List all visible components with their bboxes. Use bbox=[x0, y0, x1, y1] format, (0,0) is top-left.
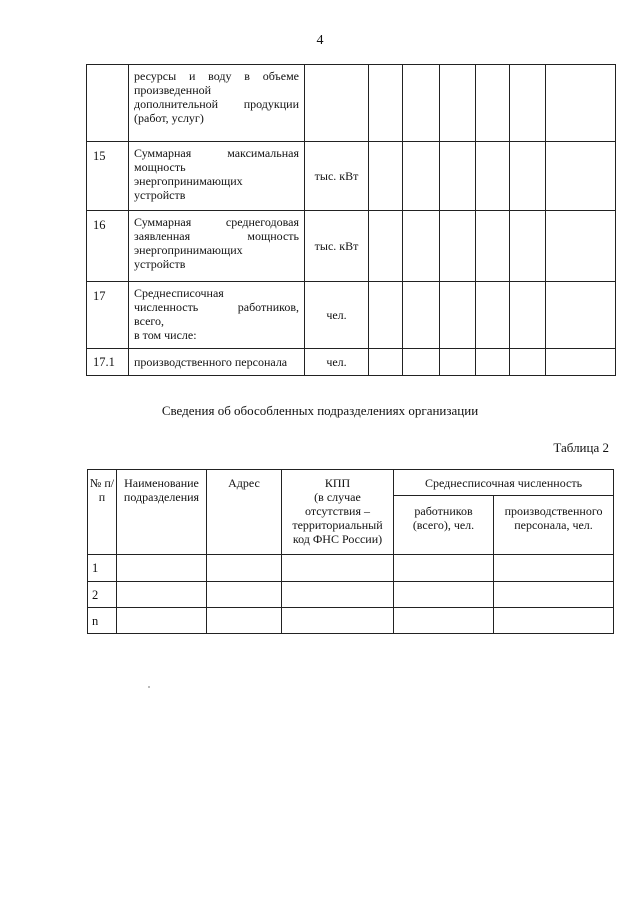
row-number: 17.1 bbox=[87, 349, 129, 376]
empty-cell bbox=[369, 349, 403, 376]
row-unit: тыс. кВт bbox=[305, 142, 369, 211]
row-number: 17 bbox=[87, 282, 129, 349]
empty-cell bbox=[476, 65, 510, 142]
row-unit bbox=[305, 65, 369, 142]
empty-cell bbox=[369, 282, 403, 349]
empty-cell bbox=[440, 65, 476, 142]
empty-cell bbox=[282, 608, 394, 634]
empty-cell bbox=[282, 582, 394, 608]
header-address: Адрес bbox=[207, 470, 282, 555]
header-name: Наименование подразделения bbox=[117, 470, 207, 555]
empty-cell bbox=[510, 349, 546, 376]
header-num: № п/п bbox=[88, 470, 117, 555]
empty-cell bbox=[117, 608, 207, 634]
row-unit: тыс. кВт bbox=[305, 211, 369, 282]
row-number: n bbox=[88, 608, 117, 634]
empty-cell bbox=[403, 211, 440, 282]
table-row bbox=[88, 555, 614, 582]
empty-cell bbox=[369, 142, 403, 211]
table-row bbox=[87, 142, 616, 211]
header-production-staff: производственного персонала, чел. bbox=[494, 496, 614, 555]
row-number: 2 bbox=[88, 582, 117, 608]
page-number: 4 bbox=[316, 33, 324, 48]
empty-cell bbox=[546, 349, 616, 376]
row-name: Суммарная максимальная мощность энергопринимающих устройств bbox=[129, 142, 305, 211]
empty-cell bbox=[476, 142, 510, 211]
header-kpp bbox=[282, 470, 394, 555]
row-number: 16 bbox=[87, 211, 129, 282]
empty-cell bbox=[117, 582, 207, 608]
empty-cell bbox=[510, 142, 546, 211]
empty-cell bbox=[440, 142, 476, 211]
header-kpp-title: КПП bbox=[324, 476, 351, 490]
empty-cell bbox=[403, 65, 440, 142]
row-unit: чел. bbox=[305, 349, 369, 376]
row-name: ресурсы и воду в объеме произведенной дополнительной продукции (работ, услуг) bbox=[129, 65, 305, 142]
scan-speck bbox=[148, 686, 150, 688]
empty-cell bbox=[369, 65, 403, 142]
table-header-row bbox=[88, 470, 614, 496]
table-row bbox=[88, 608, 614, 634]
empty-cell bbox=[546, 211, 616, 282]
empty-cell bbox=[494, 555, 614, 582]
row-name: производственного персонала bbox=[129, 349, 305, 376]
empty-cell bbox=[440, 211, 476, 282]
table-label: Таблица 2 bbox=[553, 440, 609, 455]
row-number bbox=[87, 65, 129, 142]
empty-cell bbox=[476, 282, 510, 349]
table-row bbox=[87, 349, 616, 376]
empty-cell bbox=[546, 65, 616, 142]
empty-cell bbox=[510, 211, 546, 282]
table-row bbox=[87, 65, 616, 142]
row-name: Среднесписочная численность работников, всего, в том числе: bbox=[129, 282, 305, 349]
empty-cell bbox=[369, 211, 403, 282]
header-workers-total: работников (всего), чел. bbox=[394, 496, 494, 555]
header-kpp-note: (в случае отсутствия – территориальный код ФНС России) bbox=[292, 490, 383, 546]
row-number: 1 bbox=[88, 555, 117, 582]
empty-cell bbox=[546, 282, 616, 349]
table-row bbox=[88, 582, 614, 608]
table-row bbox=[87, 211, 616, 282]
empty-cell bbox=[440, 349, 476, 376]
empty-cell bbox=[476, 211, 510, 282]
empty-cell bbox=[282, 555, 394, 582]
row-name: Суммарная среднегодовая заявленная мощность энергопринимающих устройств bbox=[129, 211, 305, 282]
empty-cell bbox=[494, 608, 614, 634]
row-number: 15 bbox=[87, 142, 129, 211]
empty-cell bbox=[394, 608, 494, 634]
empty-cell bbox=[207, 555, 282, 582]
section-title: Сведения об обособленных подразделениях организации bbox=[161, 403, 479, 418]
empty-cell bbox=[546, 142, 616, 211]
empty-cell bbox=[440, 282, 476, 349]
empty-cell bbox=[207, 582, 282, 608]
row-unit: чел. bbox=[305, 282, 369, 349]
empty-cell bbox=[403, 282, 440, 349]
indicators-table bbox=[86, 64, 616, 376]
empty-cell bbox=[510, 282, 546, 349]
subdivisions-table bbox=[87, 469, 614, 634]
empty-cell bbox=[394, 582, 494, 608]
empty-cell bbox=[394, 555, 494, 582]
empty-cell bbox=[117, 555, 207, 582]
header-avg-headcount: Среднесписочная численность bbox=[394, 470, 614, 496]
empty-cell bbox=[476, 349, 510, 376]
empty-cell bbox=[510, 65, 546, 142]
empty-cell bbox=[403, 349, 440, 376]
empty-cell bbox=[403, 142, 440, 211]
empty-cell bbox=[494, 582, 614, 608]
empty-cell bbox=[207, 608, 282, 634]
table-row bbox=[87, 282, 616, 349]
